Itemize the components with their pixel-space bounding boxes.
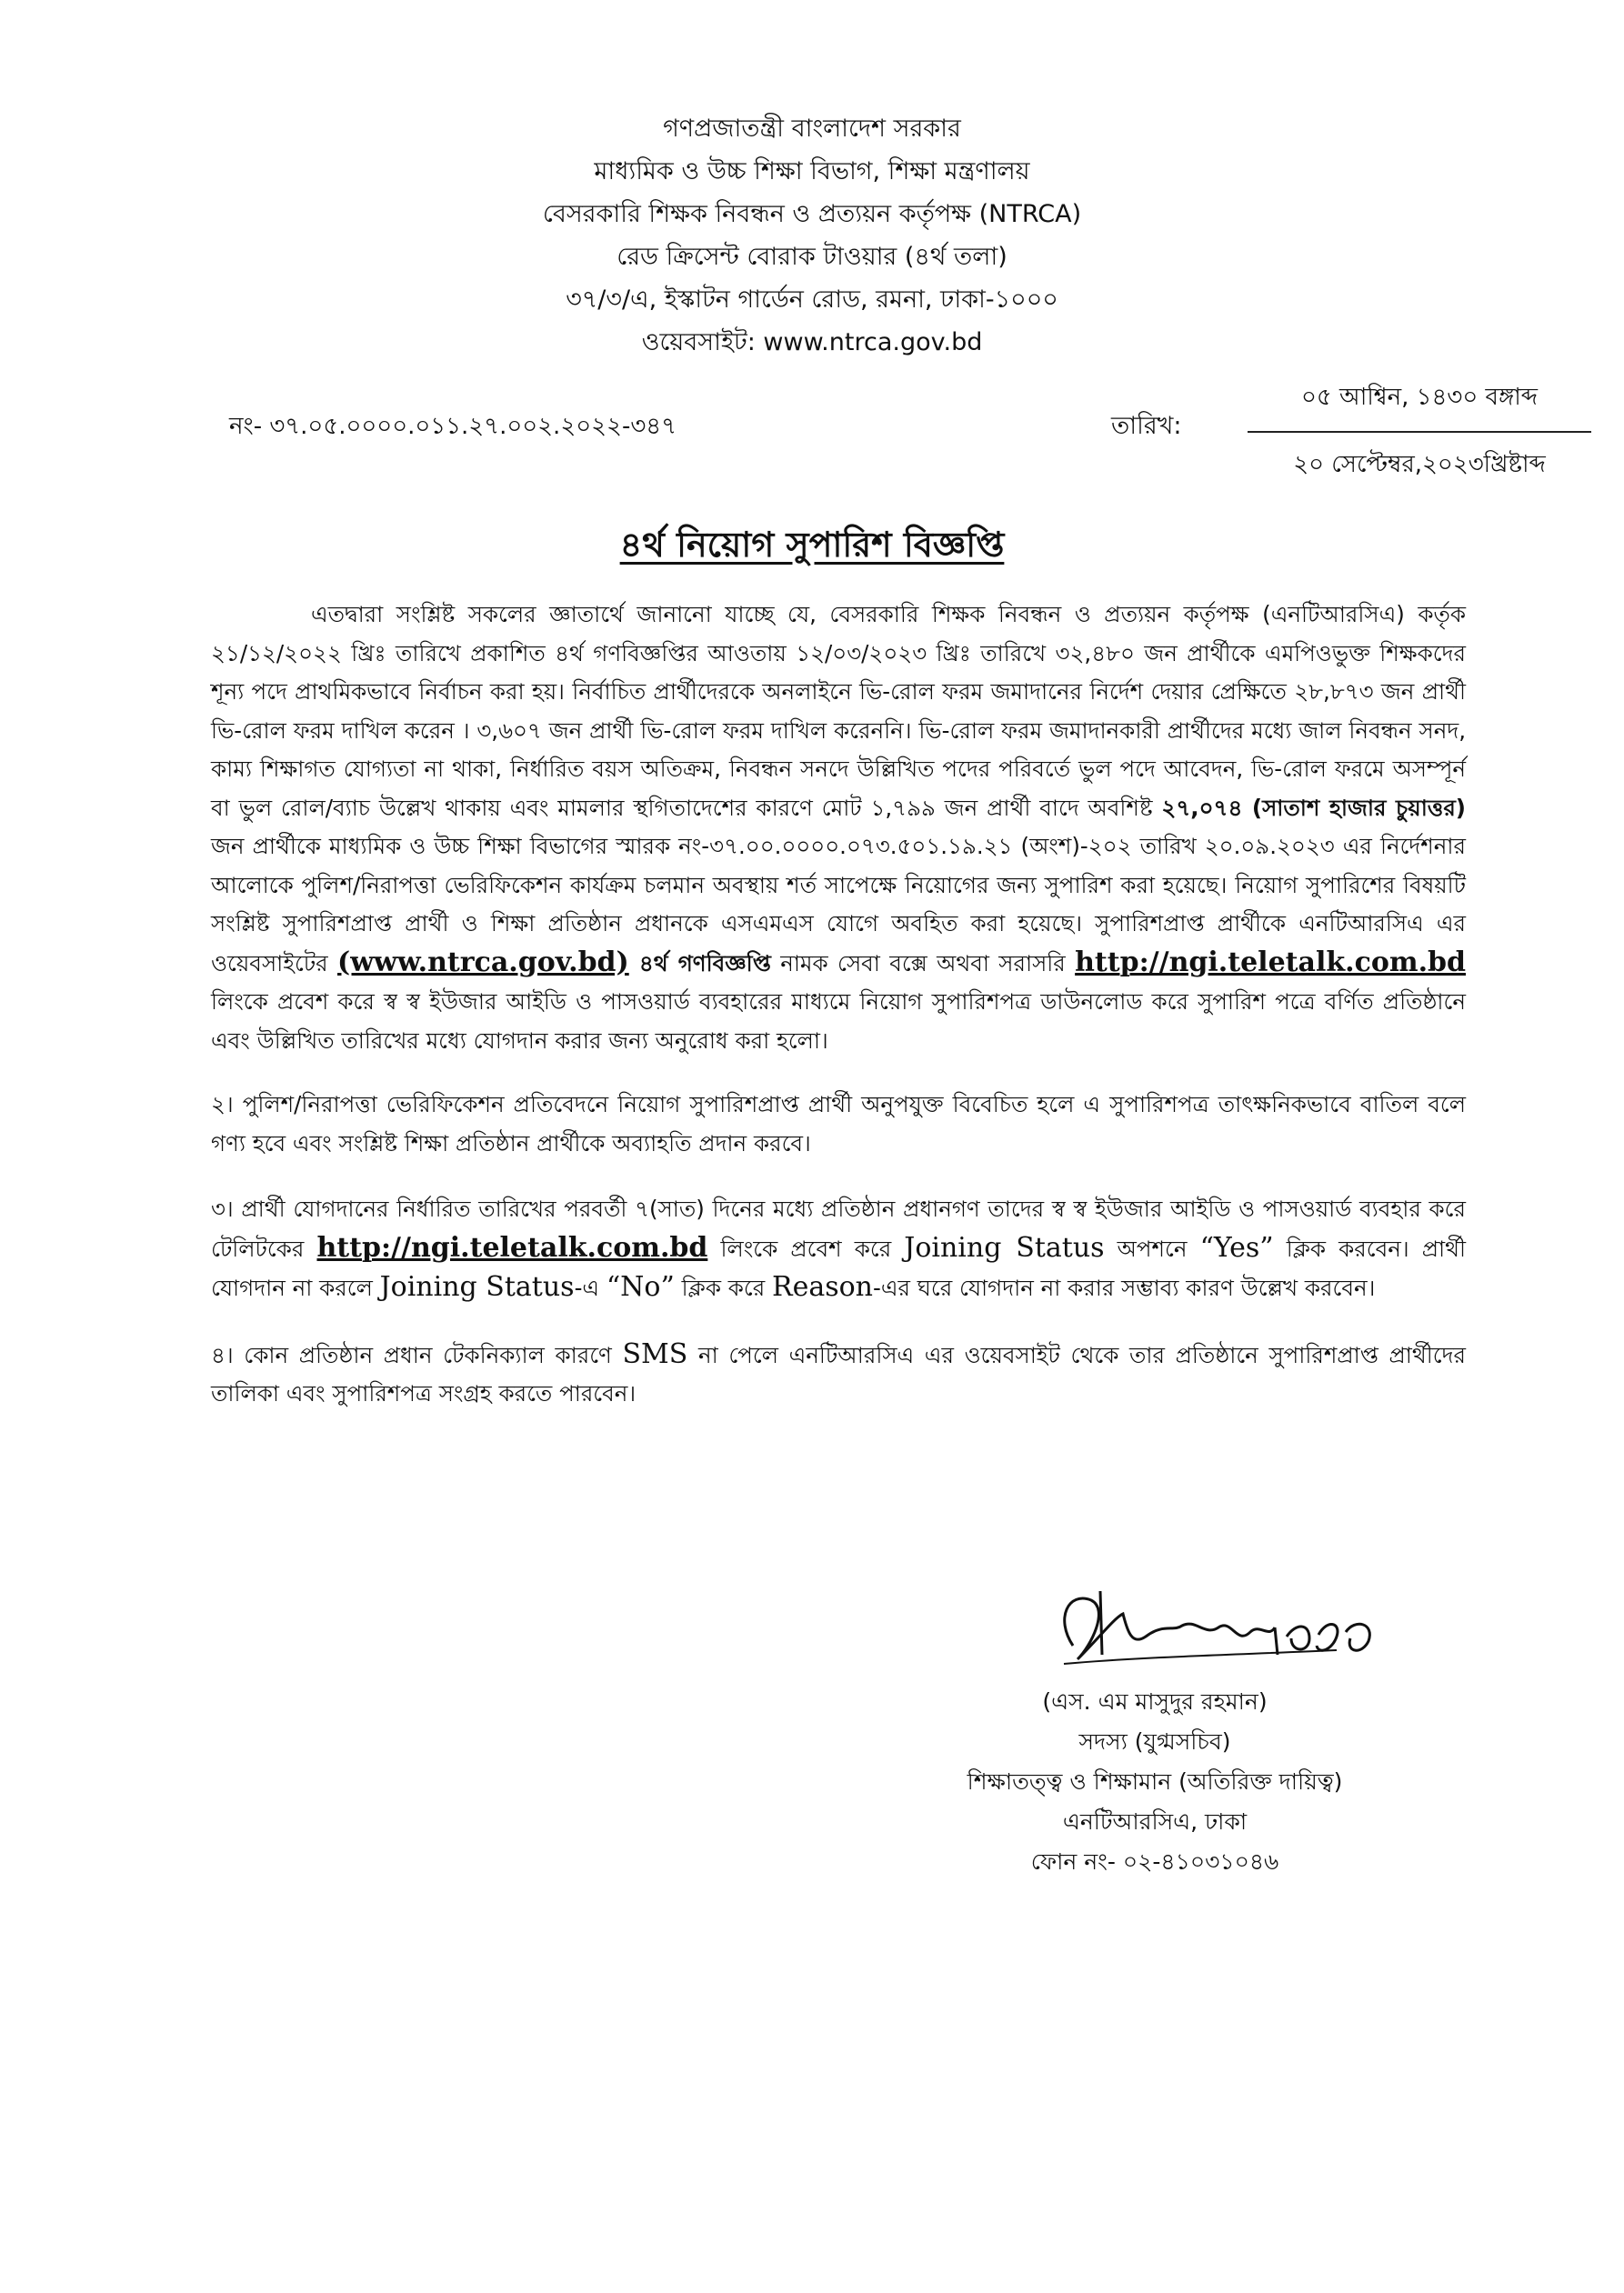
- reason-term: Reason: [772, 1271, 874, 1303]
- joining-status-term: Joining Status: [904, 1231, 1105, 1264]
- website-line: ওয়েবসাইট: www.ntrca.gov.bd: [641, 328, 983, 356]
- date-label: তারিখ:: [1111, 412, 1182, 440]
- signatory-phone: ফোন নং- ০২-৪১০৩১০৪৬: [1030, 1848, 1279, 1875]
- p1-text-d: লিংকে প্রবেশ করে স্ব স্ব ইউজার আইডি ও পাসওয়ার্ড ব্যবহারের মাধ্যমে নিয়োগ সুপারিশপত্র ডাউনলোড করে সুপারিশ পত্রে বর্ণিত প্রতিষ্ঠানে এবং উল্লিখিত তারিখের মধ্যে যোগদান করার জন্য অনুরোধ করা হলো।: [211, 988, 1466, 1054]
- signatory-name: (এস. এম মাসুদুর রহমান): [1042, 1688, 1268, 1715]
- street-address: ৩৭/৩/এ, ইস্কাটন গার্ডেন রোড, রমনা, ঢাকা-১০০০: [566, 285, 1058, 314]
- p4-text-a: ৪। কোন প্রতিষ্ঠান প্রধান টেকনিক্যাল কারণে: [211, 1341, 623, 1368]
- ministry-division: মাধ্যমিক ও উচ্চ শিক্ষা বিভাগ, শিক্ষা মন্ত্রণালয়: [594, 157, 1030, 185]
- p1-text-a: এতদ্বারা সংশ্লিষ্ট সকলের জ্ঞাতার্থে জানানো যাচ্ছে যে, বেসরকারি শিক্ষক নিবন্ধন ও প্রত্যয়ন কর্তৃপক্ষ (এনটিআরসিএ) কর্তৃক ২১/১২/২০২২ খ্রিঃ তারিখে প্রকাশিত ৪র্থ গণবিজ্ঞপ্তির আওতায় ১২/০৩/২০২৩ খ্রিঃ তারিখে ৩২,৪৮০ জন প্রার্থীকে এমপিওভুক্ত শিক্ষকদের শূন্য পদে প্রাথমিকভাবে নির্বাচন করা হয়। নির্বাচিত প্রার্থীদেরকে অনলাইনে ভি-রোল ফরম জমাদানের নির্দেশ দেয়ার প্রেক্ষিতে ২৮,৮৭৩ জন প্রার্থী ভি-রোল ফরম দাখিল করেন । ৩,৬০৭ জন প্রার্থী ভি-রোল ফরম দাখিল করেননি। ভি-রোল ফরম জমাদানকারী প্রার্থীদের মধ্যে জাল নিবন্ধন সনদ, কাম্য শিক্ষাগত যোগ্যতা না থাকা, নির্ধারিত বয়স অতিক্রম, নিবন্ধন সনদে উল্লিখিত পদের পরিবর্তে ভুল পদে আবেদন, ভি-রোল ফরমে অসম্পূর্ন বা ভুল রোল/ব্যাচ উল্লেখ থাকায় এবং মামলার স্থগিতাদেশের কারণে মোট ১,৭৯৯ জন প্রার্থী বাদে অবশিষ্ট: [211, 601, 1466, 821]
- p3-text-c: অপশনে: [1104, 1235, 1200, 1262]
- signatory-block: [900, 1682, 1409, 1882]
- p3-text-b: লিংকে প্রবেশ করে: [707, 1235, 905, 1262]
- sms-term: SMS: [622, 1337, 688, 1370]
- date-english: ২০ সেপ্টেম্বর,২০২৩খ্রিষ্টাব্দ: [1293, 451, 1546, 478]
- teletalk-link-2[interactable]: http://ngi.teletalk.com.bd: [316, 1231, 708, 1264]
- memo-number: নং- ৩৭.০৫.০০০০.০১১.২৭.০০২.২০২২-৩৪৭: [229, 413, 677, 440]
- p1-circular-name: ৪র্থ গণবিজ্ঞপ্তি: [628, 949, 771, 976]
- signatory-designation: সদস্য (যুগ্মসচিব): [1078, 1728, 1231, 1755]
- paragraph-1: [211, 596, 1466, 1060]
- teletalk-link[interactable]: http://ngi.teletalk.com.bd: [1075, 946, 1466, 978]
- paragraph-4: [211, 1336, 1466, 1414]
- p1-recommended-count: ২৭,০৭৪ (সাতাশ হাজার চুয়াত্তর): [1161, 794, 1466, 821]
- no-term: “No”: [606, 1271, 675, 1303]
- yes-term: “Yes”: [1199, 1231, 1274, 1264]
- p3-text-f: ক্লিক করে: [674, 1275, 772, 1301]
- building-address: রেড ক্রিসেন্ট বোরাক টাওয়ার (৪র্থ তলা): [617, 243, 1007, 271]
- p1-text-b: জন প্রার্থীকে মাধ্যমিক ও উচ্চ শিক্ষা বিভাগের স্মারক নং-৩৭.০০.০০০০.০৭৩.৫০১.১৯.২১ (অংশ)-২০২ তারিখ ২০.০৯.২০২৩ এর নির্দেশনার আলোকে পুলিশ/নিরাপত্তা ভেরিফিকেশন কার্যক্রম চলমান অবস্থায় শর্ত সাপেক্ষে নিয়োগের জন্য সুপারিশ করা হয়েছে। নিয়োগ সুপারিশের বিষয়টি সংশ্লিষ্ট সুপারিশপ্রাপ্ত প্রার্থী ও শিক্ষা প্রতিষ্ঠান প্রধানকে এসএমএস যোগে অবহিত করা হয়েছে। সুপারিশপ্রাপ্ত প্রার্থীকে এনটিআরসিএ এর ওয়েবসাইটের: [211, 833, 1466, 976]
- notice-body: [211, 596, 1466, 1414]
- signatory-role: শিক্ষাতত্ত্ব ও শিক্ষামান (অতিরিক্ত দায়িত্ব): [967, 1768, 1343, 1795]
- p1-text-c: নামক সেবা বক্সে অথবা সরাসরি: [770, 949, 1076, 976]
- joining-status-term-2: Joining Status: [379, 1271, 575, 1303]
- letterhead: [0, 107, 1624, 364]
- notice-title-text: ৪র্থ নিয়োগ সুপারিশ বিজ্ঞপ্তি: [619, 525, 1005, 565]
- ntrca-website-link[interactable]: (www.ntrca.gov.bd): [337, 946, 629, 978]
- government-name: গণপ্রজাতন্ত্রী বাংলাদেশ সরকার: [663, 115, 961, 143]
- notice-title: [0, 518, 1624, 576]
- p3-text-d: ক্লিক করবেন। প্রার্থী যোগদান না করলে: [211, 1235, 1466, 1301]
- signatory-office: এনটিআরসিএ, ঢাকা: [1062, 1808, 1248, 1835]
- date-bangla: ০৫ আশ্বিন, ১৪৩০ বঙ্গাব্দ: [1300, 384, 1539, 411]
- date-divider: [1248, 431, 1591, 433]
- p3-text-e: -এ: [574, 1275, 606, 1301]
- authority-name: বেসরকারি শিক্ষক নিবন্ধন ও প্রত্যয়ন কর্তৃপক্ষ (NTRCA): [542, 200, 1082, 228]
- handwritten-signature: [1037, 1582, 1382, 1682]
- paragraph-3: [211, 1190, 1466, 1308]
- paragraph-2: ২। পুলিশ/নিরাপত্তা ভেরিফিকেশন প্রতিবেদনে নিয়োগ সুপারিশপ্রাপ্ত প্রার্থী অনুপযুক্ত বিবেচিত হলে এ সুপারিশপত্র তাৎক্ষনিকভাবে বাতিল বলে গণ্য হবে এবং সংশ্লিষ্ট শিক্ষা প্রতিষ্ঠান প্রার্থীকে অব্যাহতি প্রদান করবে।: [211, 1091, 1466, 1157]
- p3-text-g: -এর ঘরে যোগদান না করার সম্ভাব্য কারণ উল্লেখ করবেন।: [873, 1275, 1376, 1301]
- p4-text-b: না পেলে এনটিআরসিএ এর ওয়েবসাইট থেকে তার প্রতিষ্ঠানে সুপারিশপ্রাপ্ত প্রার্থীদের তালিকা এবং সুপারিশপত্র সংগ্রহ করতে পারবেন।: [211, 1341, 1466, 1407]
- date-block: [1248, 378, 1591, 486]
- p3-text-a: ৩। প্রার্থী যোগদানের নির্ধারিত তারিখের পরবর্তী ৭(সাত) দিনের মধ্যে প্রতিষ্ঠান প্রধানগণ তাদের স্ব স্ব ইউজার আইডি ও পাসওয়ার্ড ব্যবহার করে টেলিটকের: [211, 1196, 1466, 1262]
